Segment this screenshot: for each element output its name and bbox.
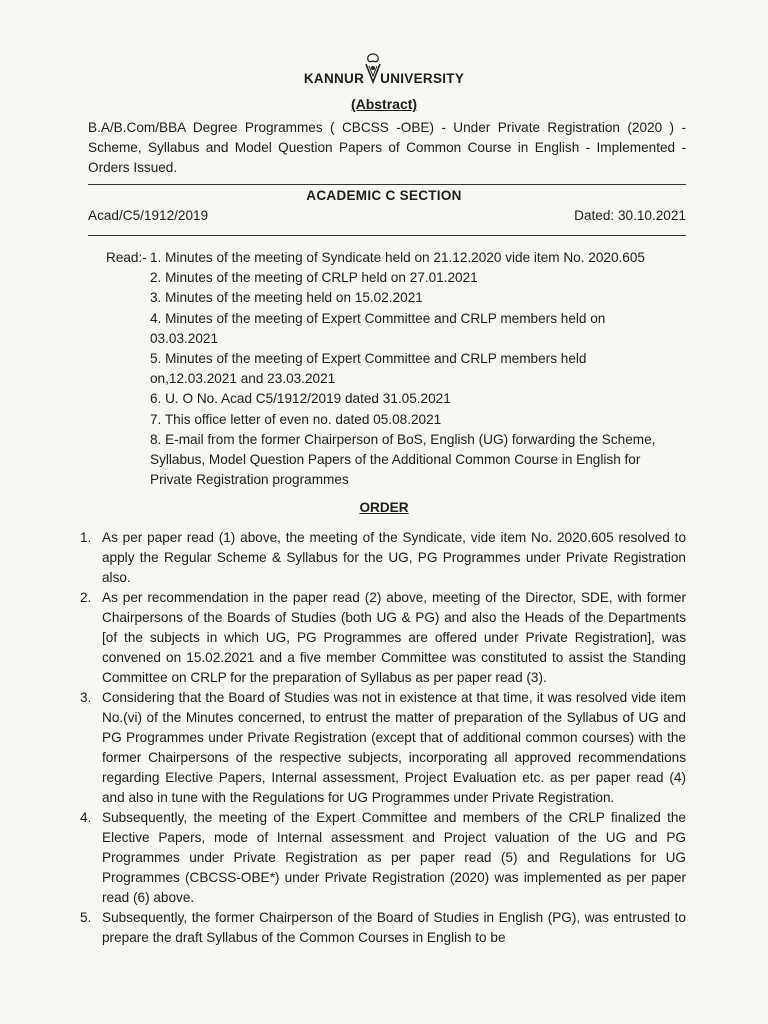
- order-heading: ORDER: [359, 500, 409, 515]
- order-paragraph: 5. Subsequently, the former Chairperson of the Board of Studies in English (PG), was entrusted to prepare the draft Syllabus of the Common Courses in English to be: [80, 910, 686, 945]
- read-item: 7. This office letter of even no. dated 05.08.2021: [150, 411, 442, 427]
- read-item: 8. E-mail from the former Chairperson of BoS, English (UG) forwarding the Scheme, Syllabus, Model Question Papers of the Additional Common Course in English for Private Registration programmes: [150, 431, 656, 488]
- divider-bottom: [88, 235, 686, 236]
- read-item: 2. Minutes of the meeting of CRLP held on 27.01.2021: [150, 270, 478, 286]
- read-list: [106, 248, 706, 490]
- reference-date: Dated: 30.10.2021: [574, 208, 686, 223]
- read-item: 3. Minutes of the meeting held on 15.02.2021: [150, 290, 423, 306]
- read-item: 4. Minutes of the meeting of Expert Committee and CRLP members held on 03.03.2021: [150, 310, 606, 346]
- university-name: KANNUR UNIVERSITY: [303, 71, 465, 86]
- read-item: Read:- 1. Minutes of the meeting of Syndicate held on 21.12.2020 vide item No. 2020.605: [106, 248, 706, 268]
- reference-number: Acad/C5/1912/2019: [88, 208, 209, 223]
- order-paragraph: 2. As per recommendation in the paper read (2) above, meeting of the Director, SDE, with former Chairpersons of the Boards of Studies (both UG & PG) and also the Heads of the Departments [of the subjects in which UG, PG Programmes are offered under Private Registration], was convened on 15.02.2021 and a five member Committee was constituted to assist the Standing Committee on CRLP for the preparation of Syllabus as per paper read (3).: [80, 590, 686, 685]
- subject-text: B.A/B.Com/BBA Degree Programmes ( CBCSS -OBE) - Under Private Registration (2020 ) - Scheme, Syllabus and Model Question Papers of Common Course in English - Implemented - Orders Issued.: [88, 120, 686, 175]
- read-item: 5. Minutes of the meeting of Expert Committee and CRLP members held on,12.03.2021 and 23.03.2021: [150, 351, 587, 387]
- section-title: ACADEMIC C SECTION: [306, 188, 462, 203]
- abstract-heading: (Abstract): [350, 96, 418, 112]
- divider-top: [88, 184, 686, 185]
- read-label: Read:-: [106, 250, 147, 265]
- order-list: [80, 528, 686, 948]
- order-paragraph: 4. Subsequently, the meeting of the Expert Committee and members of the CRLP finalized the Elective Papers, mode of Internal assessment and Project valuation of the UG and PG Programmes under Private Registration as per paper read (5) and Regulations for UG Programmes (CBCSS-OBE*) under Private Registration (2020) was implemented as per paper read (6) above.: [80, 810, 686, 905]
- order-paragraph: 3. Considering that the Board of Studies was not in existence at that time, it was resolved vide item No.(vi) of the Minutes concerned, to entrust the matter of preparation of the Syllabus of UG and PG Programmes under Private Registration (except that of additional common courses) with the former Chairpersons of the respective subjects, incorporating all approved recommendations regarding Elective Papers, Internal assessment, Project Evaluation etc. as per paper read (4) and also in tune with the Regulations for UG Programmes under Private Registration.: [80, 690, 686, 805]
- read-item: 6. U. O No. Acad C5/1912/2019 dated 31.05.2021: [150, 391, 451, 407]
- order-paragraph: 1. As per paper read (1) above, the meeting of the Syndicate, vide item No. 2020.605 resolved to apply the Regular Scheme & Syllabus for the UG, PG Programmes under Private Registration also.: [80, 530, 686, 585]
- reference-row: [88, 208, 686, 223]
